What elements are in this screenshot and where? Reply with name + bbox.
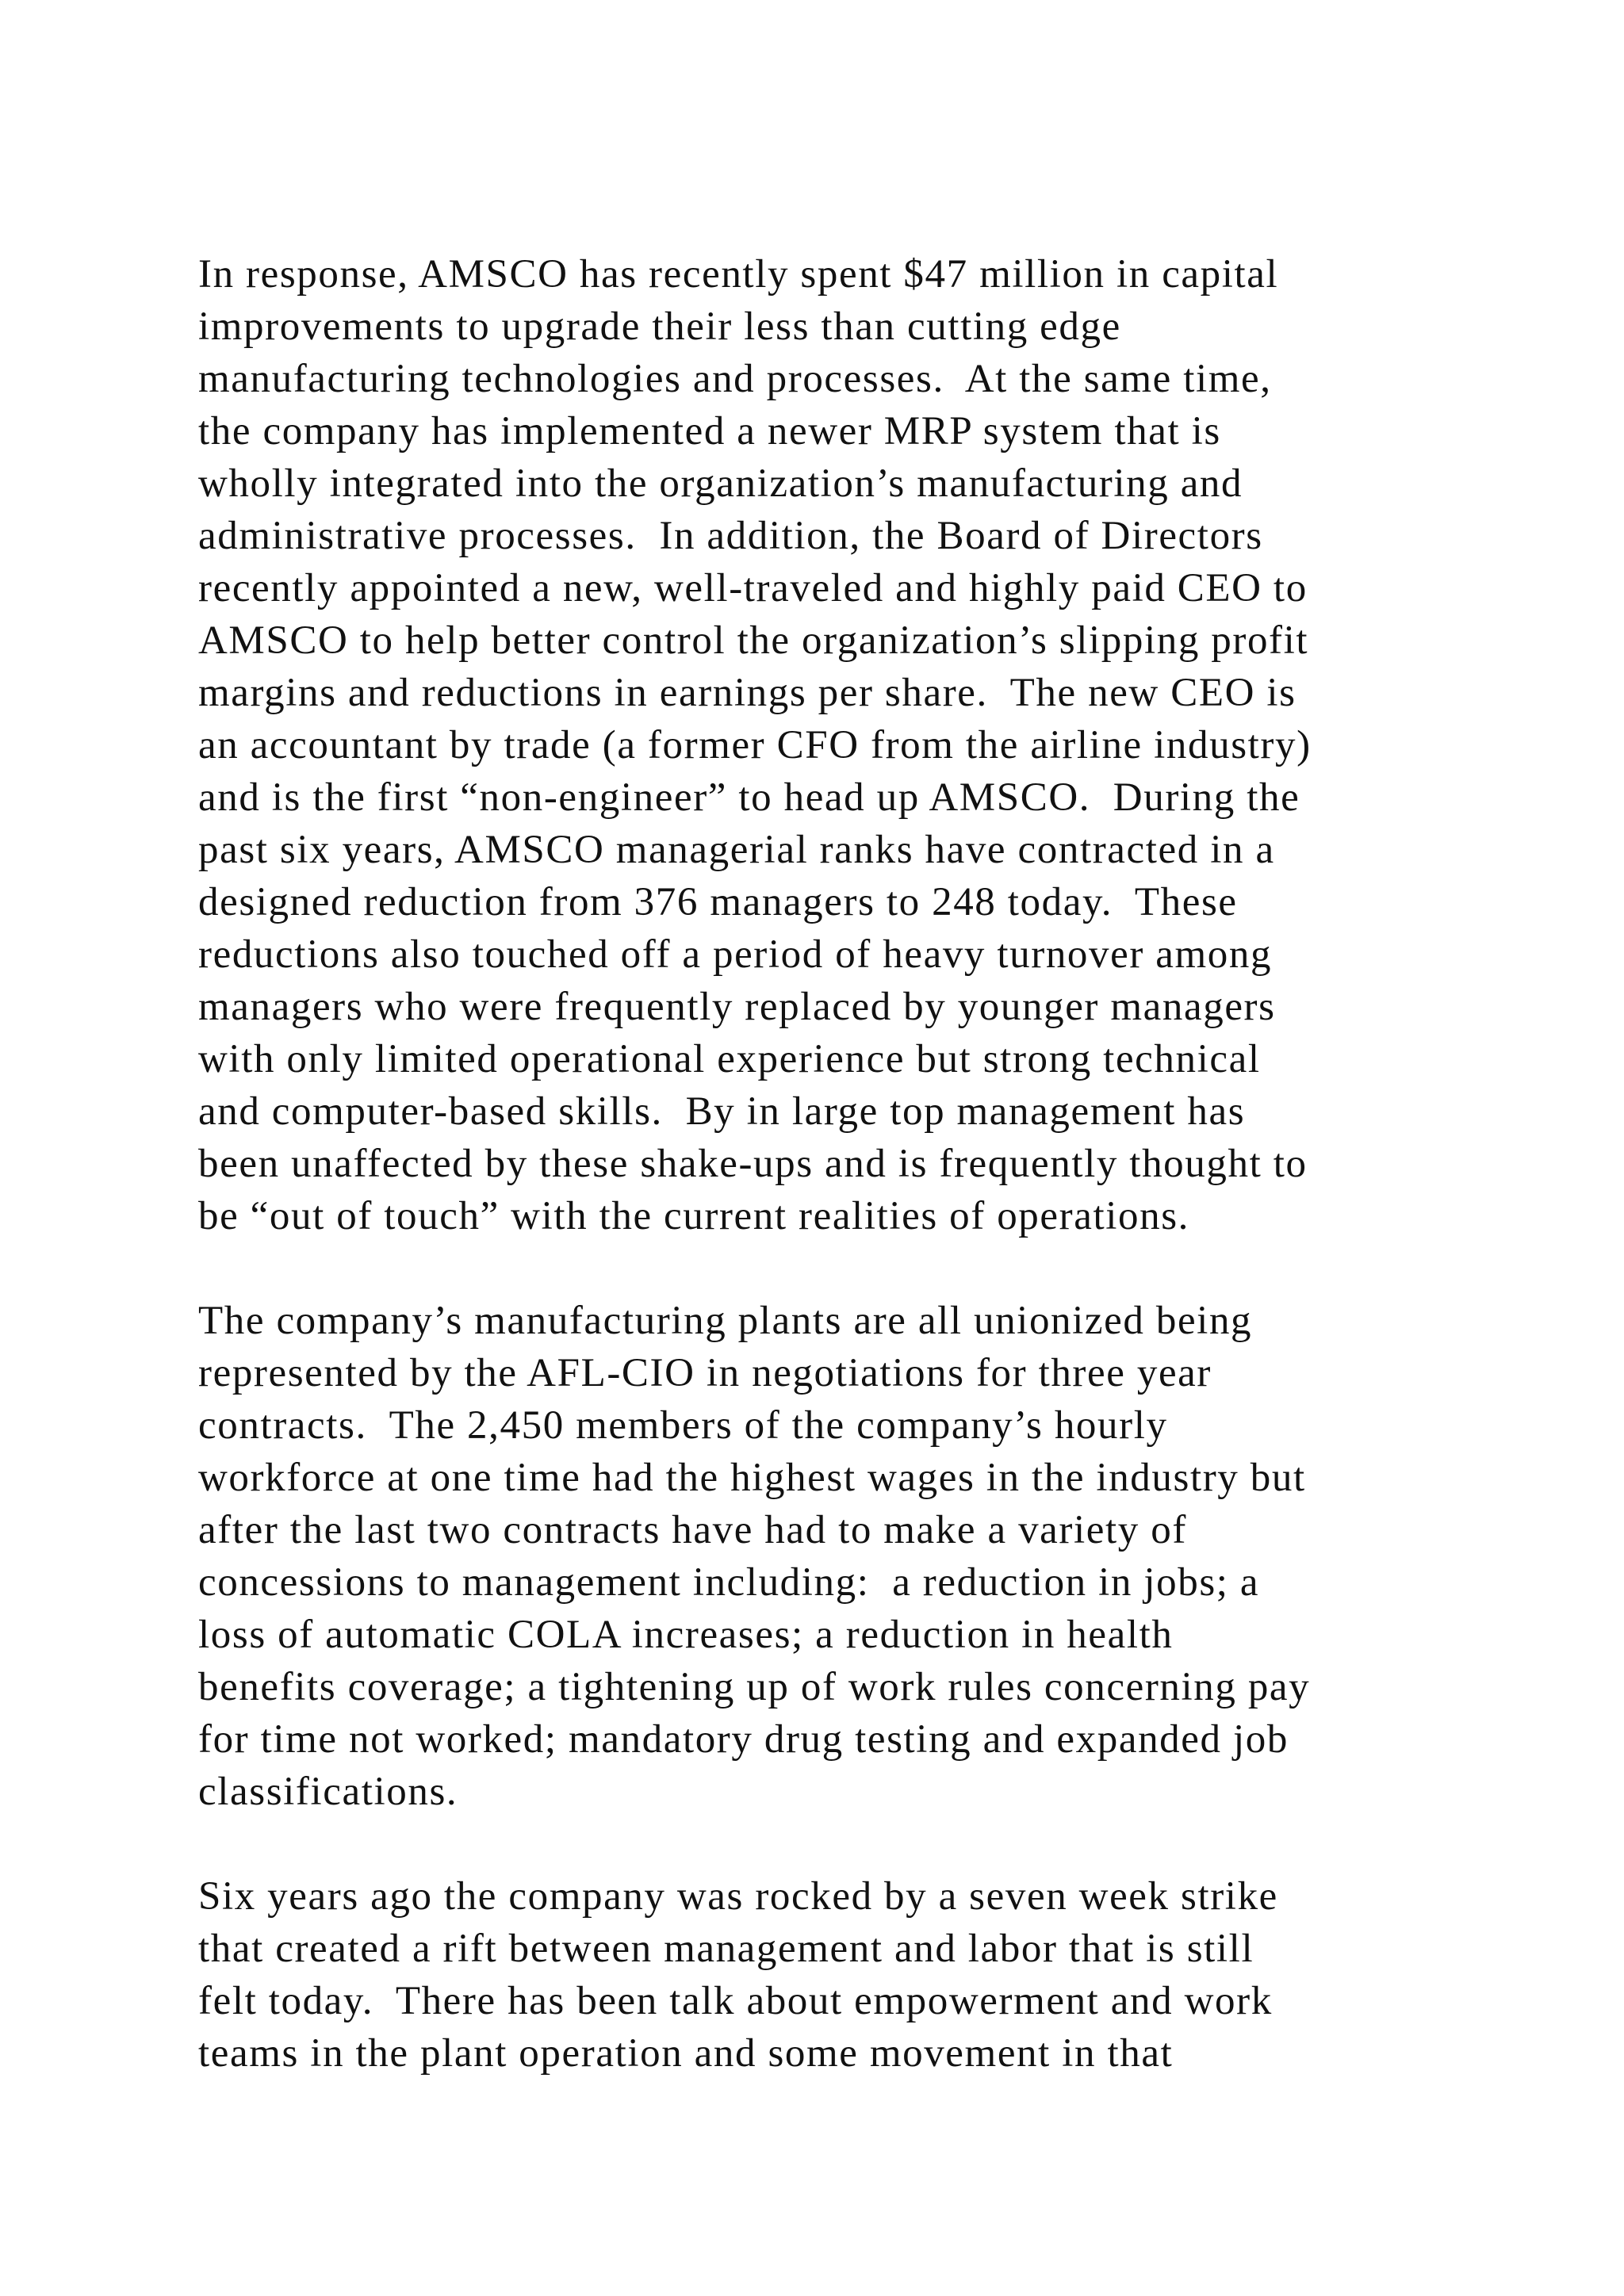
text-line: concessions to management including: a reduction in jobs; a (198, 1560, 1260, 1605)
text-line: and computer-based skills. By in large top management has (198, 1089, 1246, 1134)
text-line: loss of automatic COLA increases; a reduction in health (198, 1613, 1174, 1657)
text-line: designed reduction from 376 managers to 248 today. These (198, 880, 1238, 924)
text-line: AMSCO to help better control the organization’s slipping profit (198, 618, 1309, 663)
text-line: and is the first “non-engineer” to head up AMSCO. During the (198, 775, 1300, 820)
text-line: benefits coverage; a tightening up of work rules concerning pay (198, 1665, 1311, 1709)
text-line: reductions also touched off a period of heavy turnover among (198, 932, 1273, 977)
text-line: managers who were frequently replaced by younger managers (198, 985, 1276, 1029)
text-line: In response, AMSCO has recently spent $47 million in capital (198, 252, 1279, 297)
text-line: classifications. (198, 1770, 458, 1814)
text-line: workforce at one time had the highest wages in the industry but (198, 1456, 1306, 1500)
text-line: the company has implemented a newer MRP system that is (198, 409, 1221, 453)
text-line: administrative processes. In addition, the Board of Directors (198, 514, 1263, 558)
text-line: with only limited operational experience but strong technical (198, 1037, 1261, 1081)
paragraph-3 (198, 1870, 1483, 2080)
text-line: be “out of touch” with the current realities of operations. (198, 1194, 1189, 1238)
text-line: contracts. The 2,450 members of the company’s hourly (198, 1403, 1168, 1448)
text-line: margins and reductions in earnings per share. The new CEO is (198, 671, 1297, 715)
text-line: Six years ago the company was rocked by a seven week strike (198, 1874, 1278, 1919)
text-line: been unaffected by these shake-ups and is frequently thought to (198, 1142, 1308, 1186)
text-line: an accountant by trade (a former CFO from the airline industry) (198, 723, 1312, 767)
text-line: manufacturing technologies and processes. At the same time, (198, 357, 1272, 401)
text-line: wholly integrated into the organization’s manufacturing and (198, 461, 1243, 506)
text-line: past six years, AMSCO managerial ranks have contracted in a (198, 828, 1275, 872)
paragraph-1 (198, 248, 1483, 1242)
text-line: that created a rift between management and labor that is still (198, 1927, 1254, 1971)
document-body (198, 248, 1483, 2132)
text-line: recently appointed a new, well-traveled and highly paid CEO to (198, 566, 1308, 610)
paragraph-2 (198, 1295, 1483, 1818)
text-line: after the last two contracts have had to make a variety of (198, 1508, 1187, 1552)
text-line: The company’s manufacturing plants are all unionized being (198, 1299, 1253, 1343)
text-line: represented by the AFL-CIO in negotiations for three year (198, 1351, 1212, 1395)
text-line: teams in the plant operation and some movement in that (198, 2031, 1174, 2076)
text-line: felt today. There has been talk about empowerment and work (198, 1979, 1273, 2023)
text-line: for time not worked; mandatory drug testing and expanded job (198, 1717, 1289, 1762)
text-line: improvements to upgrade their less than cutting edge (198, 304, 1121, 349)
